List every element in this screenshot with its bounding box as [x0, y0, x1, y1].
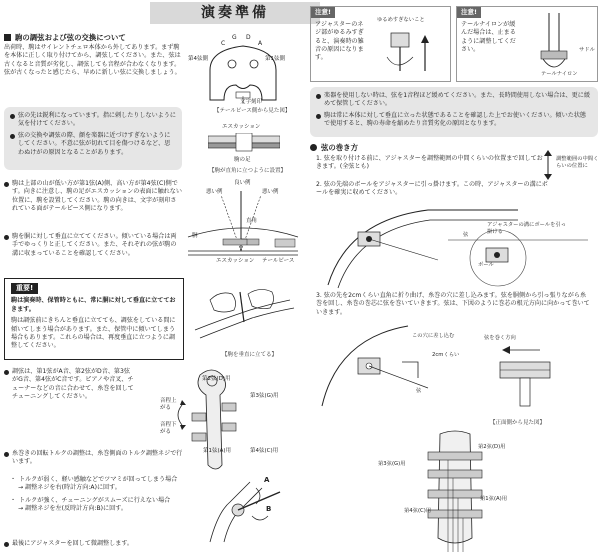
important-tag: 重要!: [11, 283, 38, 294]
label-groove: アジャスターの溝にボールを引っ掛ける: [487, 222, 567, 236]
label-front-string2: 第2弦(D)用: [478, 444, 506, 450]
label-insert-hole: この穴に差し込む: [412, 333, 455, 339]
label-front-string3: 第3弦(G)用: [378, 461, 406, 467]
caution-text: アジャスターのネジ部がゆるみすぎると、演奏時の雑音の原因になります。: [315, 20, 364, 62]
winding-direction-figure: [480, 342, 580, 412]
section-heading-winding: 弦の巻き方: [310, 143, 358, 153]
label-c: C: [221, 40, 226, 47]
peg-hole-figure: [318, 318, 458, 408]
torque-item: ・ トルクが強く、チューニングがスムーズに行えない場合: [10, 496, 171, 504]
label-ball: ボール: [478, 262, 494, 268]
label-string1-side: 第1弦側: [265, 56, 285, 62]
torque-item-action: → 調整ネジを右(時計方向:A)に回す。: [18, 484, 121, 492]
label-body: 胴: [192, 233, 198, 239]
step-place-bridge: 駒は上部の山が低い方が第1弦(A)側、高い方が第4弦(C)側です。向きに注意し、駒の足がエスカッションの表面に触れない位置に、駒を設置してください。駒の向きは、文字が刻印されている面がテールピース側になります。: [4, 180, 182, 214]
final-step: 最後にアジャスターを回して微調整します。: [4, 540, 204, 548]
label-2cm: 2cmくらい: [432, 352, 460, 358]
circle-bullet-icon: [310, 144, 317, 151]
bullet-icon: [4, 542, 9, 547]
label-front-string4: 第4弦(C)用: [404, 508, 432, 514]
label-d: D: [246, 34, 251, 41]
bullet-icon: [4, 370, 9, 375]
adjust-range-arrow-icon: [542, 150, 554, 180]
caption-front-view-2: 【正面側から見た図】: [490, 420, 546, 426]
tuning-text: 調弦は、第1弦がA音、第2弦がD音、第3弦がG音、第4弦がC音です。ピアノや音叉、チューナーなどの音に合わせて、糸巻を回してチューニングしてください。: [4, 368, 134, 402]
square-bullet-icon: [4, 34, 11, 41]
escutcheon-figure: [208, 133, 280, 155]
bullet-icon: [316, 114, 321, 119]
label-dont-loosen: ゆるめすぎないこと: [377, 17, 425, 23]
label-escutcheon: エスカッション: [222, 124, 261, 130]
label-engraved-mark: 文字刻印: [240, 99, 263, 105]
label-peg-string1: 第1弦(A)用: [203, 448, 232, 454]
torque-screw-figure: [190, 472, 290, 544]
caption-side-view: 【駒が直角に立つように設置】: [209, 168, 287, 174]
label-direction-a: A: [264, 476, 270, 484]
label-bad-example-2: 悪い例: [262, 189, 279, 195]
adjuster-screw-figure: [377, 27, 447, 81]
label-tail-nylon: テールナイロン: [541, 71, 578, 77]
usage-note: 楽器を使用しない時は、弦を1音程ほど緩めてください。また、長時間使用しない場合は、更に緩めて保管してください。: [316, 92, 592, 109]
safety-note: 弦の先は鋭利になっています。指に刺したりしないように気を付けてください。: [10, 112, 176, 129]
usage-note: 駒は常に本体に対して垂直に立った状態であることを確認した上でお使いください。傾いた状態で使用すると、駒の寿命を縮めたり音質劣化の原因となります。: [316, 112, 592, 129]
caption-front-view: 【テールピース側から見た図】: [214, 108, 291, 114]
intro-text: 出荷時、駒はサイレントチェロ本体から外してあります。まず駒を本体に正しく取り付けてから、調弦してください。また、弦は古くなると音質が劣化し、調弦しても音程が合わなくなります。弦が古くなったと感じたら、早めに新しい弦に交換しましょう。: [4, 44, 181, 77]
label-string: 弦: [463, 232, 469, 238]
safety-note: 弦の交換や調弦の際、顔を楽器に近づけすぎないようにしてください。不意に弦が切れて目を傷つけるなど、思わぬけがの原因となることがあります。: [10, 132, 176, 157]
torque-list: [10, 474, 180, 514]
torque-text: 糸巻きの回転トルクの調整は、糸巻側面のトルク調整ネジで行います。: [4, 450, 184, 467]
usage-notes-box: [310, 87, 598, 137]
label-peg-string4: 第4弦(C)用: [250, 448, 279, 454]
bridge-angle-figure: [183, 177, 301, 265]
section-heading-strings: 駒の調弦および弦の交換について: [4, 33, 126, 43]
label-winding-direction: 弦を巻く方向: [484, 335, 516, 341]
caution-tag: 注意!: [457, 7, 481, 18]
safety-notes-box: [4, 107, 182, 170]
label-string4-side: 第4弦側: [188, 56, 208, 62]
label-peg-string2: 第2弦(D)用: [202, 376, 231, 382]
step-vertical-bridge: 駒を胴に対して垂直に立ててください。傾いている場合は両手でゆっくりと正してください。また、それぞれの弦が駒の溝に収まっていることを確認してください。: [4, 233, 182, 258]
page-title: 演奏準備: [201, 4, 269, 21]
bullet-icon: [4, 182, 9, 187]
caption-vertical-bridge: 【駒を垂直に立てる】: [222, 352, 278, 358]
torque-item: ・ トルクが弱く、軽い感触などでツマミが回ってしまう場合: [10, 476, 178, 483]
label-a: A: [258, 40, 263, 47]
winding-step-1: 1. 弦を取り付ける前に、アジャスターを調整範囲の中間くらいの位置まで回しておきます。(全弦とも): [316, 155, 543, 171]
label-bridge-foot: 駒の足: [234, 157, 251, 163]
adjuster-ball-figure: [318, 200, 598, 290]
bullet-icon: [4, 452, 9, 457]
label-good-example: 良い例: [234, 180, 251, 186]
important-box: [4, 278, 184, 360]
caution-box-adjuster: [310, 6, 451, 82]
torque-item-action: → 調整ネジを左(反時計方向:B)に回す。: [18, 505, 127, 513]
important-line-1: 駒は演奏時、保管時ともに、常に胴に対して垂直に立てておきます。: [11, 297, 176, 313]
label-string-2: 弦: [416, 388, 422, 394]
label-direction-b: B: [266, 505, 272, 513]
label-front-string1: 第1弦(A)用: [480, 496, 508, 502]
label-escutcheon-2: エスカッション: [216, 258, 255, 264]
caution-tag: 注意!: [311, 7, 335, 18]
label-pitch-down: 音程下がる: [160, 422, 177, 436]
caution-box-tail-nylon: [456, 6, 598, 82]
caution-text: テールナイロンが緩んだ場合は、止まるように調整してください。: [461, 20, 516, 53]
bullet-icon: [10, 134, 15, 139]
label-saddle: サドル: [579, 47, 595, 53]
bullet-icon: [10, 114, 15, 119]
label-tailpiece: テールピース: [262, 258, 295, 264]
important-line-2: 駒は調弦前にきちんと垂直に立てても、調弦をしている間に傾いてしまう場合があります。また、保管中に傾いてしまう場合もあります。これらの場合は、再度垂直に立つように調整してください。: [11, 317, 176, 350]
label-peg-string3: 第3弦(G)用: [250, 393, 279, 399]
label-right-angle: 直角: [246, 218, 258, 224]
hands-adjusting-figure: [190, 280, 300, 350]
bullet-icon: [4, 235, 9, 240]
label-adjust-range: 調整範囲の中間くらいの位置に: [556, 156, 599, 170]
winding-step-2: 2. 弦の先端のボールをアジャスターに引っ掛けます。この時、アジャスターの溝にボールを確実に収めてください。: [316, 181, 548, 197]
winding-step-3: 3. 弦の先を2cmくらい直角に折り曲げ、糸巻の穴に差し込みます。弦を胴側から引っ張りながら糸巻を回し、糸巻の巻芯に弦を巻いていきます。弦は、下図のように巻芯の根元方向に向かって巻いていきます。: [316, 292, 590, 316]
label-bad-example-1: 悪い例: [206, 189, 223, 195]
label-pitch-up: 音程上がる: [160, 398, 177, 412]
label-g: G: [232, 34, 237, 41]
tail-nylon-figure: [529, 13, 595, 79]
page-title-bar: [150, 2, 320, 24]
bullet-icon: [316, 94, 321, 99]
